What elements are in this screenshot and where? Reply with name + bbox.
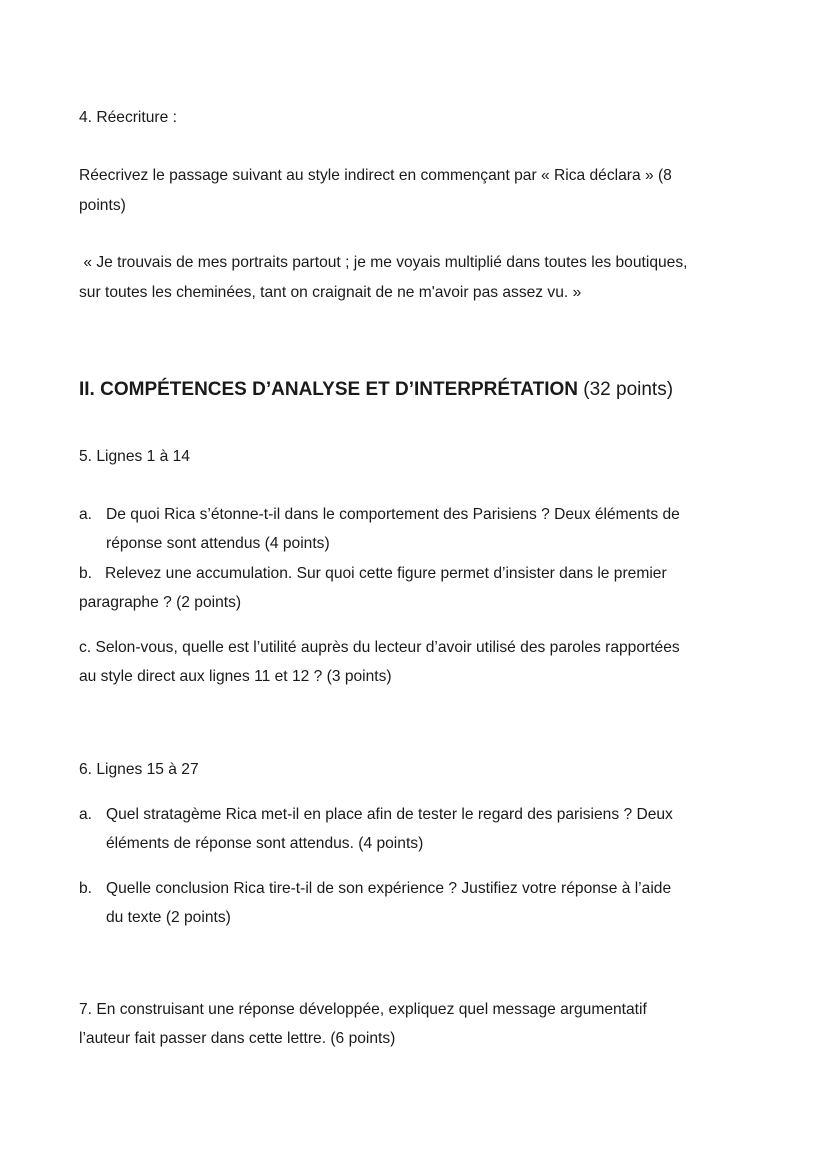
q5-a-marker: a. (79, 506, 93, 523)
q7-line-2: l’auteur fait passer dans cette lettre. (6 points) (79, 1030, 396, 1047)
q4-title: 4. Réecriture : (79, 109, 177, 126)
section-2-heading (79, 378, 673, 402)
q5-b-line-1: b. Relevez une accumulation. Sur quoi cette figure permet d’insister dans le premier (79, 565, 667, 582)
q6-a-line-1 (79, 805, 673, 825)
q6-b-line-2: du texte (2 points) (106, 909, 231, 926)
q6-a-marker: a. (79, 806, 93, 823)
q6-b-marker: b. (79, 880, 93, 897)
q6-a-text-1: Quel stratagème Rica met-il en place afin de tester le regard des parisiens ? Deux (106, 806, 673, 823)
q5-c-line-1: c. Selon-vous, quelle est l’utilité auprès du lecteur d’avoir utilisé des paroles rapportées (79, 639, 680, 656)
q5-a-line-2: réponse sont attendus (4 points) (106, 535, 330, 552)
q6-title: 6. Lignes 15 à 27 (79, 761, 199, 778)
q5-b-line-2: paragraphe ? (2 points) (79, 594, 242, 611)
q5-title: 5. Lignes 1 à 14 (79, 448, 190, 465)
q5-a-text-1: De quoi Rica s’étonne-t-il dans le comportement des Parisiens ? Deux éléments de (106, 506, 680, 523)
q4-instruction-line-2: points) (79, 197, 126, 214)
q4-quote-line-1: « Je trouvais de mes portraits partout ; je me voyais multiplié dans toutes les boutiques, (79, 254, 688, 271)
section-2-title: II. COMPÉTENCES D’ANALYSE ET D’INTERPRÉTATION (79, 379, 578, 400)
q4-quote-line-2: sur toutes les cheminées, tant on craignait de ne m'avoir pas assez vu. » (79, 284, 582, 301)
q6-b-text-1: Quelle conclusion Rica tire-t-il de son expérience ? Justifiez votre réponse à l’aide (106, 880, 672, 897)
q4-instruction-line-1: Réecrivez le passage suivant au style indirect en commençant par « Rica déclara » (8 (79, 167, 672, 184)
q5-a-line-1 (79, 505, 680, 525)
q6-a-line-2: éléments de réponse sont attendus. (4 points) (106, 835, 424, 852)
q5-c-line-2: au style direct aux lignes 11 et 12 ? (3 points) (79, 668, 392, 685)
section-2-points: (32 points) (577, 379, 674, 400)
q7-line-1: 7. En construisant une réponse développée, expliquez quel message argumentatif (79, 1001, 647, 1018)
q6-b-line-1 (79, 879, 671, 899)
